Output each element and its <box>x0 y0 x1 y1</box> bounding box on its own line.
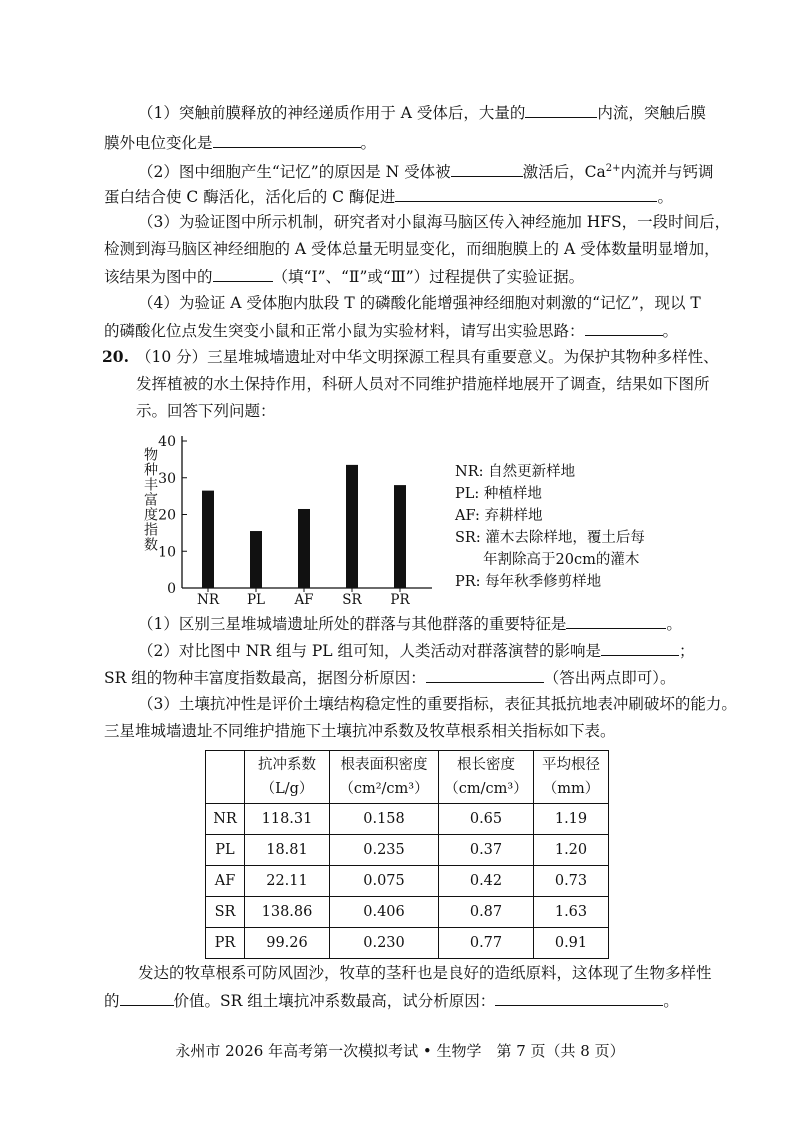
table-cell: 0.91 <box>534 928 609 959</box>
q19-part4-line2 <box>104 319 678 342</box>
table-header-row <box>206 751 609 804</box>
q19-part1-line2 <box>104 131 376 154</box>
table-cell: 0.87 <box>439 897 534 928</box>
q20-sub4-text-a: 发达的牧草根系可防风固沙，牧草的茎秆也是良好的造纸原料，这体现了生物多样性 <box>138 964 712 982</box>
table-header-cell: 根长密度 （cm/cm³） <box>439 751 534 804</box>
legend-item-nr: NR: 自然更新样地 <box>455 464 576 480</box>
table-row <box>206 835 609 866</box>
legend-item-pl: PL: 种植样地 <box>455 486 542 502</box>
q19-part2-line2 <box>104 185 673 208</box>
answer-blank[interactable] <box>601 639 679 656</box>
table-cell: 0.77 <box>439 928 534 959</box>
q20-sub3-text-b: 三星堆城墙遗址不同维护措施下土壤抗冲系数及牧草根系相关指标如下表。 <box>104 722 616 740</box>
q19-part2-text-c: 内流并与钙调 <box>620 163 714 182</box>
answer-blank[interactable] <box>495 989 663 1006</box>
row-label: NR <box>206 804 245 835</box>
q19-part2-line1 <box>138 158 714 183</box>
answer-blank[interactable] <box>120 989 174 1006</box>
q20-sub1-text-a: （1）区别三星堆城墙遗址所处的群落与其他群落的重要特征是 <box>138 615 567 633</box>
answer-blank[interactable] <box>525 101 597 118</box>
y-axis-label: 物种丰富度指数 <box>142 447 158 552</box>
q20-sub3-text-a: （3）土壤抗冲性是评价土壤结构稳定性的重要指标，表征其抵抗地表冲刷破坏的能力。 <box>138 695 737 713</box>
q19-part3-text-c: 该结果为图中的 <box>104 268 213 286</box>
q20-sub4-text-b: 的 <box>104 992 120 1010</box>
q19-part2-superscript: 2+ <box>605 163 621 174</box>
x-tick-label: SR <box>342 592 362 608</box>
x-tick-label: AF <box>294 592 314 608</box>
q20-intro-line1 <box>102 346 719 368</box>
y-tick-label: 40 <box>158 434 176 450</box>
table-row <box>206 866 609 897</box>
q19-part1-text-b: 内流，突触后膜 <box>597 104 706 122</box>
q19-part2-text-e: 。 <box>657 188 673 206</box>
q19-part4-text-b: 的磷酸化位点发生突变小鼠和正常小鼠为实验材料，请写出实验思路： <box>104 322 585 340</box>
table-cell: 118.31 <box>245 804 330 835</box>
q20-intro-text-1: （10 分）三星堆城墙遗址对中华文明探源工程具有重要意义。为保护其物种多样性、 <box>136 348 719 366</box>
q19-part2-text-b: 激活后，Ca <box>522 163 606 182</box>
table-cell: 0.42 <box>439 866 534 897</box>
q19-part4-text-a: （4）为验证 A 受体胞内肽段 T 的磷酸化能增强神经细胞对刺激的“记忆”，现以 T <box>138 294 701 312</box>
q20-number: 20. <box>102 347 129 366</box>
q20-intro-text-2: 发挥植被的水土保持作用，科研人员对不同维护措施样地展开了调查，结果如下图所 <box>136 375 710 393</box>
answer-blank[interactable] <box>566 612 666 629</box>
q20-sub2-text-d: （答出两点即可）。 <box>543 669 676 687</box>
x-tick-label: NR <box>197 592 219 608</box>
table-header-cell: 根表面积密度 （cm²/cm³） <box>330 751 439 804</box>
y-tick-label: 10 <box>158 544 176 561</box>
q20-sub4-line2 <box>104 989 679 1012</box>
bar-sr <box>346 465 358 588</box>
y-tick-label: 20 <box>158 507 176 524</box>
table-header-cell: 抗冲系数 （L/g） <box>245 751 330 804</box>
table-cell: 1.19 <box>534 804 609 835</box>
q20-intro-text-3: 示。回答下列问题： <box>136 402 276 420</box>
q20-intro-line3 <box>136 400 276 422</box>
q19-part3-text-a: （3）为验证图中所示机制，研究者对小鼠海马脑区传入神经施加 HFS，一段时间后， <box>138 213 731 231</box>
table-row <box>206 928 609 959</box>
answer-blank[interactable] <box>213 131 361 148</box>
q19-part3-line2 <box>104 238 720 260</box>
row-label: PR <box>206 928 245 959</box>
q19-part3-line3 <box>104 265 584 288</box>
q19-part1-text-a: （1）突触前膜释放的神经递质作用于 A 受体后，大量的 <box>138 104 526 122</box>
page-footer: 永州市 2026 年高考第一次模拟考试 • 生物学 第 7 页（共 8 页） <box>175 1042 625 1060</box>
bar-af <box>298 509 310 588</box>
q19-part3-text-d: （填“Ⅰ”、“Ⅱ”或“Ⅲ”）过程提供了实验证据。 <box>272 268 585 286</box>
table-cell: 0.230 <box>330 928 439 959</box>
table-cell: 0.65 <box>439 804 534 835</box>
q20-sub2-line1 <box>138 639 695 662</box>
answer-blank[interactable] <box>395 185 657 202</box>
legend-item-pr: PR: 每年秋季修剪样地 <box>455 574 602 590</box>
y-tick-label: 30 <box>158 470 176 487</box>
legend-item-sr: SR: 灌木去除样地，覆土后每 <box>455 530 645 546</box>
table-cell: 22.11 <box>245 866 330 897</box>
row-label: PL <box>206 835 245 866</box>
q19-part2-text-d: 蛋白结合使 C 酶活化，活化后的 C 酶促进 <box>104 188 396 206</box>
q20-sub3-line1 <box>138 693 737 715</box>
table-cell: 18.81 <box>245 835 330 866</box>
table-row <box>206 897 609 928</box>
q20-sub1-text-b: 。 <box>666 615 682 633</box>
q20-intro-line2 <box>136 373 710 395</box>
q20-sub3-line2 <box>104 720 616 742</box>
table-cell: 0.37 <box>439 835 534 866</box>
x-tick-label: PR <box>390 592 410 608</box>
legend-item-sr-continued: 年割除高于20cm的灌木 <box>483 552 640 568</box>
bar-pr <box>394 485 406 588</box>
answer-blank[interactable] <box>585 319 663 336</box>
bar-nr <box>202 491 214 588</box>
q20-sub2-text-c: SR 组的物种丰富度指数最高，据图分析原因： <box>104 669 426 687</box>
table-cell: 0.235 <box>330 835 439 866</box>
chart-legend <box>455 461 645 593</box>
q19-part4-text-c: 。 <box>662 322 679 340</box>
row-label: AF <box>206 866 245 897</box>
q20-sub1 <box>138 612 682 635</box>
q19-part2-text-a: （2）图中细胞产生“记忆”的原因是 N 受体被 <box>138 163 451 182</box>
row-label: SR <box>206 897 245 928</box>
y-tick-label: 0 <box>167 581 176 597</box>
q20-sub4-text-c: 价值。SR 组土壤抗冲系数最高，试分析原因： <box>173 992 496 1010</box>
table-cell: 0.406 <box>330 897 439 928</box>
q19-part1-line1 <box>138 101 706 124</box>
table-cell: 1.20 <box>534 835 609 866</box>
table-cell: 0.158 <box>330 804 439 835</box>
table-cell: 138.86 <box>245 897 330 928</box>
legend-item-af: AF: 弃耕样地 <box>455 508 543 524</box>
answer-blank[interactable] <box>426 666 544 683</box>
q20-sub4-text-d: 。 <box>663 992 679 1010</box>
table-corner-cell <box>206 751 245 804</box>
answer-blank[interactable] <box>451 160 523 177</box>
table-cell: 0.075 <box>330 866 439 897</box>
table-cell: 1.63 <box>534 897 609 928</box>
q20-sub2-line2 <box>104 666 675 689</box>
table-row <box>206 804 609 835</box>
answer-blank[interactable] <box>213 265 273 282</box>
q19-part1-text-d: 。 <box>360 134 377 152</box>
table-cell: 0.73 <box>534 866 609 897</box>
q19-part3-line1 <box>138 211 730 233</box>
species-richness-bar-chart <box>130 425 440 610</box>
q19-part1-text-c: 膜外电位变化是 <box>104 134 213 152</box>
bar-pl <box>250 531 262 588</box>
x-tick-label: PL <box>246 592 266 608</box>
q20-sub2-text-b: ； <box>679 642 695 660</box>
table-cell: 99.26 <box>245 928 330 959</box>
q20-sub2-text-a: （2）对比图中 NR 组与 PL 组可知，人类活动对群落演替的影响是 <box>138 642 602 660</box>
q19-part4-line1 <box>138 292 701 314</box>
soil-root-data-table <box>205 750 609 959</box>
table-header-cell: 平均根径 （mm） <box>534 751 609 804</box>
q19-part3-text-b: 检测到海马脑区神经细胞的 A 受体总量无明显变化，而细胞膜上的 A 受体数量明显增加， <box>104 240 720 258</box>
q20-sub4-line1 <box>138 962 712 984</box>
